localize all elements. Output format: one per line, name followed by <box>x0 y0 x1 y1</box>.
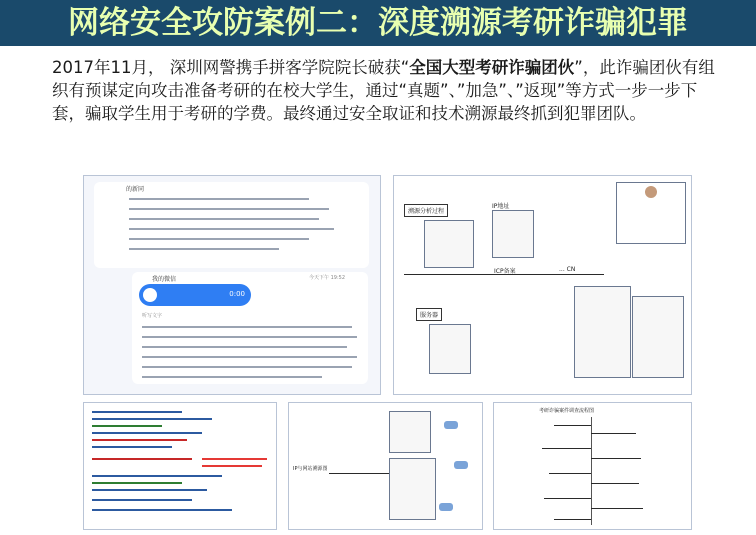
transcript-label: 听写文字 <box>142 313 163 319</box>
mindmap-icp-label: ICP备案 <box>494 268 516 275</box>
highlight-node <box>444 421 458 429</box>
flow-branch <box>542 448 591 449</box>
text-line <box>129 248 279 250</box>
description-intro: 2017年11月， 深圳网警携手拼客学院院长破获“ <box>52 58 410 77</box>
text-line <box>129 238 309 240</box>
diagram-center-label: IP与网站溯源图 <box>293 466 328 472</box>
highlight-node <box>454 461 468 469</box>
node-box <box>389 411 431 453</box>
code-line <box>92 446 172 448</box>
chat-timestamp: 今天下午 19:52 <box>309 275 345 281</box>
text-line <box>129 218 319 220</box>
node-box <box>429 324 471 374</box>
text-line <box>142 376 322 378</box>
node-box <box>492 210 534 258</box>
annotation-text <box>202 458 267 460</box>
flow-branch <box>554 425 591 426</box>
text-line <box>142 346 347 348</box>
page-title: 网络安全攻防案例二：深度溯源考研诈骗犯罪 <box>68 5 688 41</box>
flow-branch <box>554 519 591 520</box>
highlight-node <box>439 503 453 511</box>
avatar <box>645 186 657 198</box>
mindmap-screenshot <box>393 175 692 395</box>
mindmap-ip-label: IP地址 <box>492 203 510 210</box>
text-line <box>142 356 357 358</box>
audio-duration: 0:00 <box>229 290 245 298</box>
text-line <box>129 228 334 230</box>
gang-name: 全国大型考研诈骗团伙 <box>409 58 575 77</box>
flow-branch <box>591 483 639 484</box>
node-box <box>632 296 684 378</box>
flowchart-screenshot <box>493 402 692 530</box>
text-line <box>142 366 352 368</box>
code-line <box>92 439 187 441</box>
code-line <box>92 475 222 477</box>
mindmap-server-label: 服务器 <box>416 308 442 321</box>
mindmap-root-label: 溯源分析过程 <box>404 204 448 217</box>
flow-branch <box>591 458 641 459</box>
text-line <box>129 208 329 210</box>
code-line <box>92 432 202 434</box>
annotation-text <box>202 465 262 467</box>
text-line <box>129 198 309 200</box>
code-line <box>92 411 182 413</box>
chat-message-top <box>94 182 369 268</box>
flow-branch <box>591 433 636 434</box>
play-icon[interactable] <box>143 288 157 302</box>
node-box <box>574 286 631 378</box>
code-screenshot <box>83 402 277 530</box>
code-line <box>92 425 162 427</box>
flow-branch <box>549 473 591 474</box>
text-line <box>142 326 352 328</box>
code-line <box>92 482 182 484</box>
mindmap-domain-label: ... CN <box>559 266 576 273</box>
connector-line <box>329 473 389 474</box>
description-body: ”，此诈骗团伙有组织有预谋定向攻击准备考研的在校大学生，通过“真题”、”加急”、”返现”等方式一步一步下套，骗取学生用于考研的学费。最终通过安全取证和技术溯源最终抓到犯罪团队。 <box>52 58 715 123</box>
code-line <box>92 509 232 511</box>
code-line <box>92 489 207 491</box>
case-description <box>52 56 722 125</box>
code-line <box>92 499 192 501</box>
flow-branch <box>544 498 591 499</box>
voice-message[interactable] <box>139 284 251 306</box>
code-line <box>92 418 212 420</box>
node-box <box>424 220 474 268</box>
network-diagram-screenshot <box>288 402 483 530</box>
flowchart-title: 考研诈骗案件调查流程图 <box>539 408 595 414</box>
chat-contact-name: 的新同 <box>126 186 145 193</box>
text-line <box>142 336 357 338</box>
chat-sender: 我的微信 <box>152 276 177 283</box>
highlighted-code <box>92 458 192 460</box>
flow-branch <box>591 508 643 509</box>
chat-screenshot <box>83 175 381 395</box>
node-box <box>389 458 436 520</box>
